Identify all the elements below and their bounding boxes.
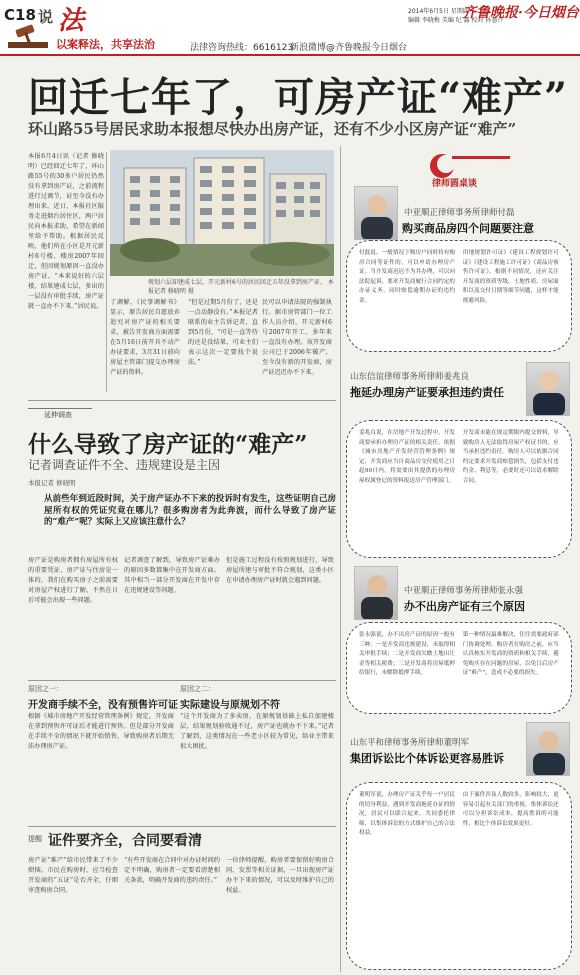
second-headline: 什么导致了房产证的“难产”: [28, 431, 308, 458]
staff-line: 编辑 李晓梅 美编 纪 露 校对 孙慧芹: [408, 17, 504, 24]
quote-3-right: 第一种情况最难解决，往往需要政府部门协调处理。购房者在购房之前，应当认真核实开发商的资质和相关手续，避免购买存在问题的房屋，以免日后房产证“难产”，造成不必要的损失。: [462, 632, 559, 676]
apartment-building-image: [110, 150, 334, 276]
lawyer-quote-4: [346, 782, 572, 970]
quote-3-left: 张永强说，办不出房产证的原因一般有三种：一是开发商违规建设，未取得相关审批手续；二是开发商欠缴土地出让金等相关税费；三是开发商将房屋抵押给银行，未解除抵押手续。: [359, 632, 455, 676]
main-story-column-4: 民可以申请法院的强制执行。据市房管部门一位工作人员介绍，开元新村6号2007年开工、多年来一直没有办理。该开发商公司已于2006年破产，至今没有新的开发商，房产证迟迟办不下来。: [262, 299, 332, 376]
lawyer-portrait-1: [355, 187, 398, 240]
gavel-icon: [6, 24, 50, 50]
section-slogan: 以案释法，共享法治: [56, 38, 155, 51]
second-column-3: 但是施工过程没有按照规划进行，导致房屋所建与审批不符合规划，这类小区在申请办理房产证时就会遇到问题。: [226, 557, 334, 584]
lawyer-quote-2: [346, 420, 572, 558]
second-column-1: 房产证是购房者拥有房屋所有权的重要凭证，房产证与住房是一体的，我们在购买房子之前需要对房屋产权进行了解，不然在日后可能会出现一些问题。: [28, 557, 118, 604]
lawyer-portrait-2: [527, 363, 570, 416]
quote-2-right: 开发商未能在规定期限内提交资料，导致购房人无法取得房屋产权证书的，应当承担违约责任。购房人可以依据合同约定要求开发商赔偿损失，包括支付违约金、利息等，必要时还可以请求解除合同。: [462, 430, 559, 484]
quote-1-left: 付磊说，一般情况下购房户同时持有购房合同等证件的，可以申请办理房产证。当开发商迟迟不为其办理，可以向法院起诉，要求开发商履行合同约定的办证义务，同时赔偿逾期办证的违约金。: [359, 250, 455, 304]
quote-2-left: 姜兆良说，在房地产开发过程中，开发商要承担办理房产证的相关责任。依据《城市房地产开发经营管理条例》规定，开发商应当自商品房交付使用之日起90日内，将需要由其提供的办理房屋权属登记的资料报送房产管理部门。: [359, 430, 455, 484]
second-column-2: 记者调查了解到，导致房产证难办的原因多数都集中在开发商方面。其中相当一部分开发商在开发中存在违规建设等问题。: [124, 557, 220, 594]
section-word-1: 说: [38, 8, 54, 26]
lawyer-topic-2: 拖延办理房产证要承担违约责任: [350, 386, 504, 399]
lawyer-topic-1: 购买商品房四个问题要注意: [402, 222, 534, 235]
second-lead: 从前些年到近段时间，关于房产证办不下来的投诉时有发生，这些证明自己房屋所有权的凭证究竟在哪儿？很多购房者为此奔波，而什么导致了房产证的“难产”呢？实际上又应该注意什么？: [44, 494, 336, 527]
lawyer-quote-1: [346, 240, 572, 352]
lawyer-quote-3: [346, 622, 572, 714]
second-subheadline: 记者调查证件不全、违规建设是主因: [28, 458, 221, 472]
lawyer-portrait-3: [355, 567, 398, 620]
newspaper-brand: 齐鲁晚报·今日烟台: [462, 5, 579, 21]
lawyer-name-3: 中亚顺正律师事务所律师张永强: [404, 586, 524, 596]
lawyer-portrait-4: [527, 723, 570, 776]
panel-title: 律师圆桌谈: [432, 179, 478, 189]
lawyer-photo-3: [354, 566, 398, 620]
main-story-column-3: “但是过期5月份了，还是一点动静没有。”本报记者联系的业主告诉记者，直到5月份，“可是一直等待的还是没结果，可业主们表示这次一定要找个说法。”: [188, 299, 258, 366]
main-subheadline: 环山路55号居民求助本报想尽快办出房产证，还有不少小区房产证“难产”: [28, 120, 517, 138]
lawyer-photo-2: [526, 362, 570, 416]
column-divider: [106, 152, 107, 392]
quote-1-right: 用地规划许可证》《建设工程规划许可证》《建设工程施工许可证》《商品房预售许可证》，根据不同情况，还应关注开发商的资质等级、土地性质、房屋面积以及交付日期等细节问题，这样才能规避风险。: [462, 250, 559, 304]
reminder-column-1: 房产证“难产”给市民带来了不少烦恼。市民在购房时，应当检查开发商的“五证”是否齐全，仔细审查购房合同。: [28, 857, 118, 894]
lawyer-name-1: 中亚顺正律师事务所律师付磊: [404, 208, 515, 218]
reason-1-body: 根据《城市房地产开发经营管理条例》规定，开发商在拿到预售许可证后才能进行预售。但是部分开发商在手续不全的情况下就开始销售，导致购房者后期无法办理房产证。: [28, 713, 174, 750]
second-byline: 本报记者 修晓明: [28, 479, 76, 487]
quote-4-left: 董明军说，办理房产证关乎每一户居民的切身利益，遇到开发商拖延办证的情况，居民可以联合起来，共同委托律师，以集体诉讼的方式维护自己的合法权益。: [359, 792, 455, 836]
section-word-2: 法: [58, 6, 85, 36]
lawyer-topic-3: 办不出房产证有三个原因: [404, 600, 525, 613]
main-story-column-1: 本报6月4日讯（记者 修晓明）已经回迁七年了，环山路55号的30多户居民仍然没有拿到房产证，之前流程进行过调节，证至今没有办理出来。近日，本报社区服务走进烟台居住区，两户居民向本报求助，希望在新闻里给予帮助。根据居民反映，他们所在小区是开元新村6号楼，楼房2007年回迁，但因规划原因一直没办房产证。“本来说好的六层楼，结果建成七层，多出的一层没有审批手续，房产证就一直办不下来。”居民说。: [28, 153, 104, 310]
section-divider: [28, 826, 336, 827]
reason-1-label: 原因之一：: [28, 685, 63, 693]
lawyer-name-4: 山东平和律师事务所律师董明军: [350, 738, 470, 748]
hotline: 法律咨询热线：6616123: [190, 43, 294, 53]
story-divider: [28, 400, 336, 401]
reminder-title: 证件要齐全，合同要看清: [48, 833, 202, 849]
reminder-label: 提醒: [28, 835, 42, 843]
apartment-photo: [110, 150, 334, 276]
section-tag: 延伸调查: [44, 411, 72, 419]
date-line: 2014年6月5日 星期四: [408, 8, 469, 15]
reason-2-title: 实际建设与原规划不符: [180, 700, 280, 711]
lawyer-photo-1: [354, 186, 398, 240]
reason-2-label: 原因之二：: [180, 685, 215, 693]
main-headline: 回迁七年了，可房产证“难产”: [28, 74, 569, 121]
panel-divider: [340, 146, 341, 972]
reason-2-body: “这个开发商为了多卖房，在原规划基础上私自加建楼层，结果规划验收通不过，房产证也就办不下来。”记者了解到，这类情况在一些老小区较为常见，给业主带来很大困扰。: [180, 713, 334, 750]
reason-1-title: 开发商手续不全，没有预售许可证: [28, 700, 178, 711]
main-story-column-2: 了调解，《民事调解书》显示，原告居民自愿放弃追究对房产证的相关要求，被告开发商方面需要在5月16日前开具不动产办证要求，3月31日前向房屋主管部门提交办理房产证的资料。: [110, 299, 180, 376]
lawyer-name-2: 山东信谊律师事务所律师姜兆良: [350, 372, 470, 382]
weibo-account: 新浪微博@齐鲁晚报今日烟台: [290, 43, 408, 53]
reminder-column-3: 一位律师提醒，购房者要保留好购房合同、发票等相关证据，一旦出现房产证办不下来的情况，可以及时维护自己的权益。: [226, 857, 334, 894]
reminder-column-2: “有些开发商在合同中对办证时间约定不明确，购房者一定要看清楚相关条款，明确开发商的违约责任。”: [124, 857, 220, 884]
lawyer-photo-4: [526, 722, 570, 776]
page-number: C18: [4, 6, 36, 24]
lawyer-topic-4: 集团诉讼比个体诉讼更容易胜诉: [350, 752, 504, 765]
section-divider: [28, 680, 336, 681]
photo-caption: 规划六层却建成七层，开元新村6号的居民回迁五年没拿到房产证。 本报记者 修晓明 摄: [148, 279, 334, 295]
quote-4-right: 由于案件涉及人数较多，影响较大，更容易引起有关部门的重视。集体诉讼还可以分担诉讼成本，提高胜诉的可能性，相比个体诉讼效果更好。: [462, 792, 559, 827]
